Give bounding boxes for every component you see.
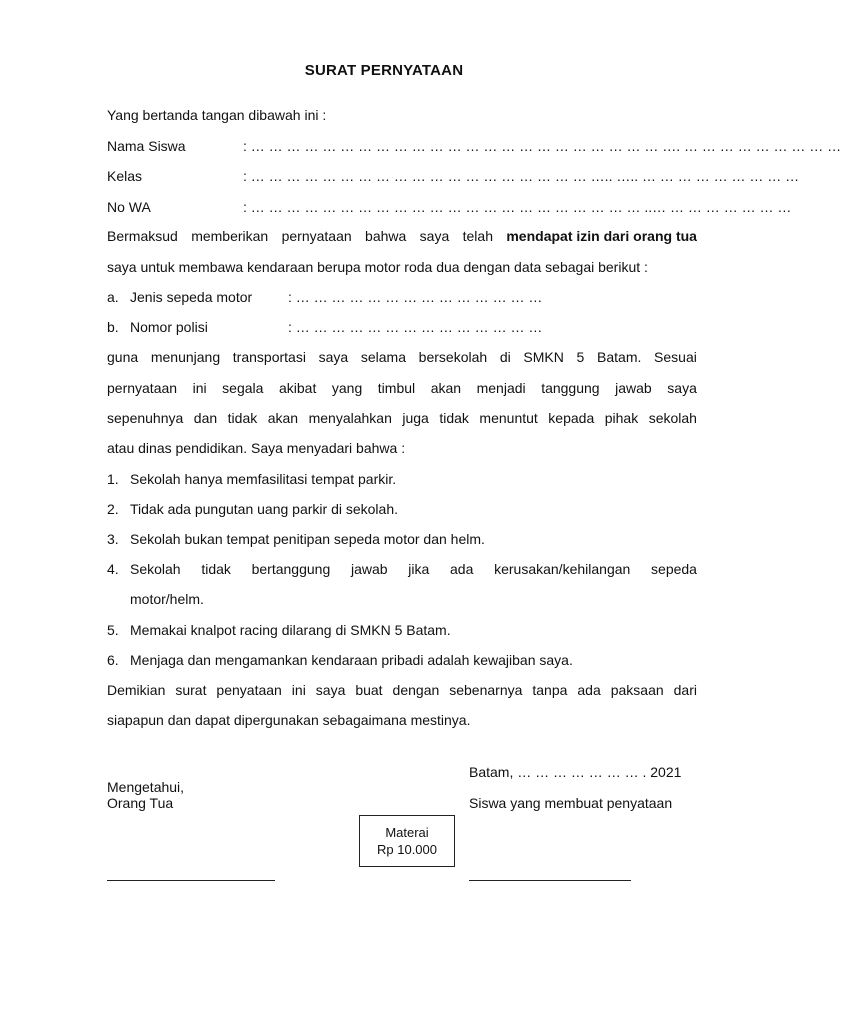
paragraph-word: dan [193,410,218,426]
rule-text: Tidak ada pungutan uang parkir di sekolah. [130,501,398,517]
statement-bold-phrase: mendapat izin dari orang tua [506,228,697,244]
field-label-kelas: Kelas [107,168,143,184]
paragraph-word: sepenuhnya [107,410,184,426]
paragraph-word: juga [402,410,429,426]
paragraph-word: pernyataan [107,380,178,396]
statement-line-2: saya untuk membawa kendaraan berupa motor roda dua dengan data sebagai berikut : [107,259,648,275]
materai-value: Rp 10.000 [377,842,437,857]
paragraph-word: tidak [439,410,469,426]
rule-number: 2. [107,501,119,517]
paragraph-word: menunjang [150,349,221,365]
rule-text: Sekolah bukan tempat penitipan sepeda motor dan helm. [130,531,485,547]
rule-text-justified [130,561,697,577]
vehicle-label-jenis: Jenis sepeda motor [130,289,253,305]
paragraph-word: tanggung [541,380,600,396]
paragraph-word: pihak [604,410,639,426]
statement-word: Bermaksud [107,228,178,244]
statement-word: bahwa [365,228,407,244]
paragraph-word: akibat [278,380,317,396]
rule-number: 5. [107,622,119,638]
paragraph-word: 5 [576,349,585,365]
statement-word: telah [462,228,493,244]
paragraph-line-2 [107,380,697,396]
closing-word: paksaan [610,682,664,698]
vehicle-marker-a: a. [107,289,119,305]
rule-word: jika [408,561,430,577]
statement-word: memberikan [191,228,269,244]
paragraph-word: akan [267,410,299,426]
paragraph-word: ini [192,380,207,396]
closing-word: ini [291,682,306,698]
closing-word: ada [577,682,601,698]
closing-word: sebenarnya [449,682,523,698]
signature-line-parent [107,880,275,881]
sign-left-label-1: Mengetahui, [107,779,185,795]
sign-right-label: Siswa yang membuat penyataan [469,795,673,811]
paragraph-word: yang [331,380,363,396]
paragraph-word: transportasi [232,349,306,365]
rule-word: bertanggung [251,561,331,577]
paragraph-word: kepada [548,410,595,426]
vehicle-value-nopol: : … … … … … … … … … … … … … … [288,319,543,335]
closing-word: penyataan [216,682,282,698]
paragraph-word: menuntut [479,410,538,426]
closing-word: buat [355,682,383,698]
paragraph-word: bersekolah [418,349,488,365]
rule-text-continued: motor/helm. [130,591,204,607]
paragraph-line-3 [107,410,697,426]
rule-number: 4. [107,561,119,577]
paragraph-word: sekolah [648,410,697,426]
vehicle-marker-b: b. [107,319,119,335]
rule-word: sepeda [651,561,697,577]
paragraph-word: saya [667,380,697,396]
closing-line-2: siapapun dan dapat dipergunakan sebagaimana mestinya. [107,712,471,728]
field-value-kelas: : … … … … … … … … … … … … … … … … … … … ….. ….. … … … … … … … … … [243,168,800,184]
materai-stamp-box [359,815,455,867]
intro-text: Yang bertanda tangan dibawah ini : [107,107,327,123]
rule-word: tidak [201,561,231,577]
rule-word: Sekolah [130,561,181,577]
rule-number: 3. [107,531,119,547]
field-value-wa: : … … … … … … … … … … … … … … … … … … … … … … ..… … … … … … … … [243,199,792,215]
paragraph-word: menyalahkan [308,410,392,426]
paragraph-word: jawab [615,380,652,396]
paragraph-line-4: atau dinas pendidikan. Saya menyadari bahwa : [107,440,406,456]
document-title: SURAT PERNYATAAN [304,62,464,79]
field-label-wa: No WA [107,199,151,215]
rule-text: Sekolah hanya memfasilitasi tempat parkir. [130,471,397,487]
paragraph-word: di [499,349,511,365]
paragraph-word: saya [318,349,349,365]
statement-word: saya [419,228,450,244]
rule-number: 6. [107,652,119,668]
rule-text: Menjaga dan mengamankan kendaraan pribadi adalah kewajiban saya. [130,652,573,668]
paragraph-word: Sesuai [654,349,697,365]
closing-word: dari [673,682,697,698]
paragraph-word: menjadi [476,380,526,396]
rule-word: jawab [350,561,388,577]
field-label-nama: Nama Siswa [107,138,186,154]
rule-text: Memakai knalpot racing dilarang di SMKN 5 Batam. [130,622,451,638]
closing-word: Demikian [107,682,166,698]
paragraph-word: SMKN [523,349,564,365]
paragraph-word: segala [222,380,264,396]
paragraph-word: selama [360,349,406,365]
statement-word: pernyataan [281,228,352,244]
closing-word: saya [315,682,346,698]
paragraph-word: guna [107,349,139,365]
rule-number: 1. [107,471,119,487]
closing-word: dengan [392,682,440,698]
sign-left-label-2: Orang Tua [107,795,174,811]
rule-word: ada [450,561,474,577]
paragraph-word: tidak [227,410,258,426]
closing-word: tanpa [532,682,568,698]
field-value-nama: : … … … … … … … … … … … … … … … … … … … … … … … …. … … … … … … … … … [243,138,841,154]
rule-word: kerusakan/kehilangan [494,561,631,577]
materai-label: Materai [385,825,429,840]
paragraph-line-1 [107,349,697,365]
paragraph-word: akan [430,380,462,396]
closing-word: surat [175,682,207,698]
closing-line-1 [107,682,697,698]
signature-line-student [469,880,631,881]
place-date: Batam, … … … … … … … . 2021 [469,764,682,780]
vehicle-value-jenis: : … … … … … … … … … … … … … … [288,289,543,305]
statement-line-1 [107,228,697,244]
vehicle-label-nopol: Nomor polisi [130,319,208,335]
paragraph-word: Batam. [597,349,642,365]
paragraph-word: timbul [377,380,416,396]
